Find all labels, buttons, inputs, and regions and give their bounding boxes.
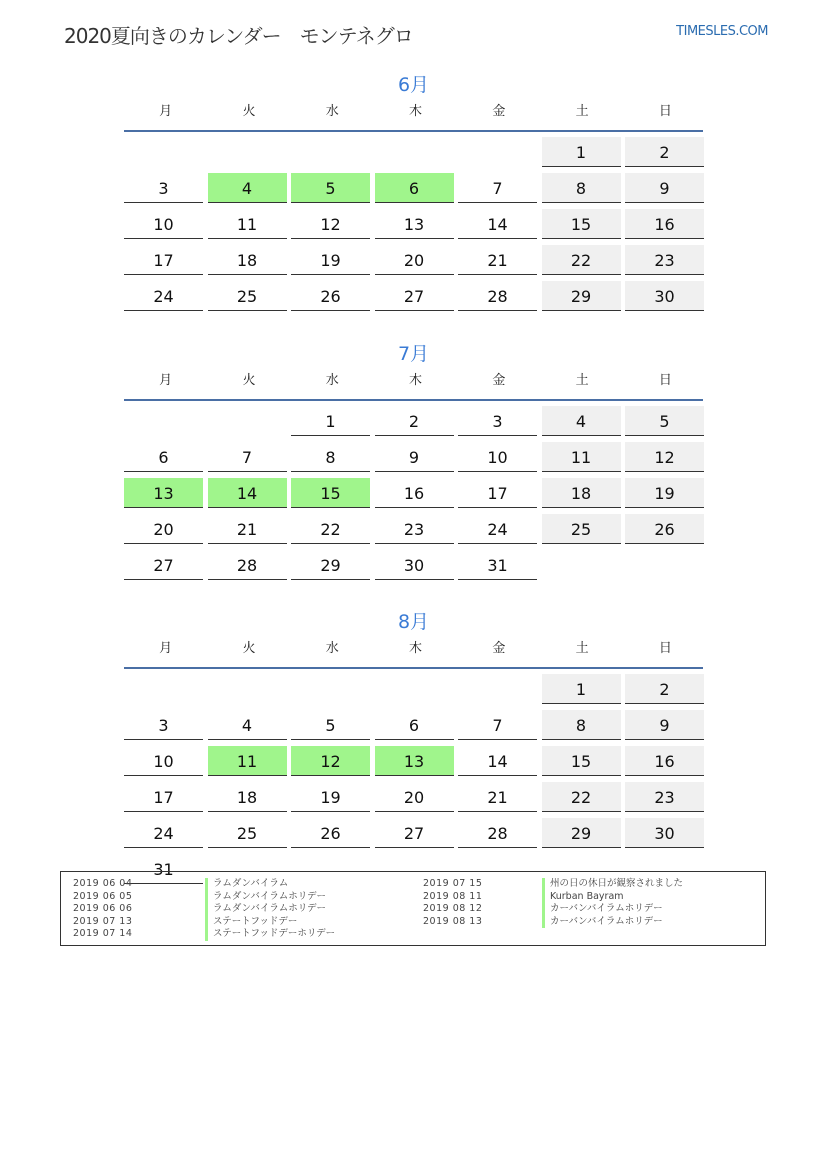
month-title: 8月	[397, 611, 430, 633]
weekday-label: 金	[492, 373, 506, 388]
weekday-label: 日	[658, 373, 672, 388]
holiday-date: 2019 08 12	[423, 903, 483, 914]
day-cell: 6	[375, 710, 454, 740]
weekday-header	[124, 100, 703, 132]
month-june	[124, 70, 703, 306]
month-title: 7月	[397, 343, 430, 365]
day-cell: 21	[458, 245, 537, 275]
day-cell: 8	[542, 710, 621, 740]
weekday-label: 火	[242, 641, 256, 656]
day-cell: 16	[375, 478, 454, 508]
day-cell: 11	[208, 746, 287, 776]
day-cell: 2	[375, 406, 454, 436]
holiday-name: ラムダンバイラムホリデー	[205, 903, 335, 916]
day-cell: 15	[542, 209, 621, 239]
day-cell: 22	[542, 245, 621, 275]
weekday-label: 水	[325, 373, 339, 388]
day-cell: 9	[625, 710, 704, 740]
day-cell: 9	[625, 173, 704, 203]
weekday-label: 木	[409, 373, 423, 388]
holiday-name: Kurban Bayram	[542, 891, 683, 904]
holiday-name: ステートフッドデー	[205, 916, 335, 929]
holiday-list	[60, 871, 766, 946]
day-cell: 15	[291, 478, 370, 508]
day-cell: 20	[124, 514, 203, 544]
holiday-names-col-1	[205, 878, 335, 941]
holiday-name: ステートフッドデーホリデー	[205, 928, 335, 941]
month-august	[124, 607, 703, 879]
day-cell: 11	[542, 442, 621, 472]
weekday-label: 月	[159, 104, 173, 119]
day-cell: 2	[625, 137, 704, 167]
day-cell: 8	[542, 173, 621, 203]
day-cell: 14	[458, 746, 537, 776]
day-cell: 30	[625, 281, 704, 311]
weekday-label: 土	[575, 104, 589, 119]
weekday-label: 土	[575, 641, 589, 656]
holiday-date: 2019 07 13	[73, 915, 133, 927]
day-cell: 22	[291, 514, 370, 544]
weekday-label: 日	[658, 641, 672, 656]
day-cell: 8	[291, 442, 370, 472]
day-cell: 13	[375, 209, 454, 239]
day-cell: 19	[625, 478, 704, 508]
day-cell: 5	[625, 406, 704, 436]
day-cell: 21	[458, 782, 537, 812]
weekday-header	[124, 369, 703, 401]
holiday-date: 2019 08 11	[423, 890, 483, 902]
day-cell: 6	[124, 442, 203, 472]
holiday-name: ラムダンバイラム	[205, 878, 335, 891]
holiday-names-col-2	[542, 878, 683, 928]
day-cell: 26	[625, 514, 704, 544]
day-cell: 28	[208, 550, 287, 580]
day-cell: 19	[291, 782, 370, 812]
holiday-name: 州の日の休日が観察されました	[542, 878, 683, 891]
weekday-label: 水	[325, 641, 339, 656]
day-cell: 28	[458, 818, 537, 848]
day-cell: 16	[625, 209, 704, 239]
day-cell: 9	[375, 442, 454, 472]
day-cell: 17	[124, 782, 203, 812]
day-cell: 14	[208, 478, 287, 508]
day-cell: 26	[291, 281, 370, 311]
day-cell: 3	[458, 406, 537, 436]
weekday-label: 土	[575, 373, 589, 388]
day-cell: 21	[208, 514, 287, 544]
day-cell: 1	[542, 674, 621, 704]
day-cell: 31	[458, 550, 537, 580]
day-cell: 3	[124, 710, 203, 740]
day-cell: 10	[124, 746, 203, 776]
day-cell: 20	[375, 782, 454, 812]
day-cell: 18	[542, 478, 621, 508]
day-cell: 24	[124, 281, 203, 311]
day-cell: 16	[625, 746, 704, 776]
holiday-dates-col-1	[73, 878, 132, 941]
day-cell: 30	[375, 550, 454, 580]
day-cell: 28	[458, 281, 537, 311]
day-cell: 23	[375, 514, 454, 544]
day-cell: 7	[458, 173, 537, 203]
day-cell: 31	[124, 854, 203, 884]
holiday-date: 2019 06 05	[73, 890, 133, 902]
day-cell: 23	[625, 782, 704, 812]
weekday-label: 金	[492, 641, 506, 656]
day-cell: 12	[625, 442, 704, 472]
day-cell: 17	[458, 478, 537, 508]
month-july	[124, 339, 703, 575]
holiday-date: 2019 08 13	[423, 915, 483, 927]
holiday-name: ラムダンバイラムホリデー	[205, 891, 335, 904]
day-cell: 13	[375, 746, 454, 776]
site-name[interactable]: TIMESLES.COM	[676, 24, 768, 39]
day-cell: 15	[542, 746, 621, 776]
weekday-label: 火	[242, 104, 256, 119]
day-cell: 25	[208, 281, 287, 311]
day-cell: 13	[124, 478, 203, 508]
page-title: 2020夏向きのカレンダー モンテネグロ	[64, 24, 413, 48]
day-cell: 25	[208, 818, 287, 848]
day-cell: 27	[124, 550, 203, 580]
day-cell: 5	[291, 710, 370, 740]
day-cell: 22	[542, 782, 621, 812]
holiday-name: カーバンバイラムホリデー	[542, 903, 683, 916]
day-cell: 29	[542, 818, 621, 848]
day-cell: 27	[375, 818, 454, 848]
holiday-name: カーバンバイラムホリデー	[542, 916, 683, 929]
day-cell: 1	[291, 406, 370, 436]
day-cell: 23	[625, 245, 704, 275]
weekday-label: 金	[492, 104, 506, 119]
day-cell: 18	[208, 782, 287, 812]
day-cell: 29	[291, 550, 370, 580]
day-cell: 14	[458, 209, 537, 239]
day-cell: 24	[458, 514, 537, 544]
weekday-label: 木	[409, 641, 423, 656]
day-cell: 2	[625, 674, 704, 704]
day-cell: 27	[375, 281, 454, 311]
holiday-date: 2019 06 04	[73, 878, 133, 889]
day-cell: 4	[208, 173, 287, 203]
weekday-label: 月	[159, 373, 173, 388]
day-cell: 25	[542, 514, 621, 544]
day-cell: 7	[208, 442, 287, 472]
weekday-header	[124, 637, 703, 669]
day-cell: 1	[542, 137, 621, 167]
day-cell: 19	[291, 245, 370, 275]
day-cell: 12	[291, 746, 370, 776]
day-cell: 5	[291, 173, 370, 203]
weekday-label: 日	[658, 104, 672, 119]
day-cell: 26	[291, 818, 370, 848]
weekday-label: 火	[242, 373, 256, 388]
day-cell: 20	[375, 245, 454, 275]
day-cell: 17	[124, 245, 203, 275]
day-cell: 29	[542, 281, 621, 311]
day-cell: 4	[208, 710, 287, 740]
day-cell: 6	[375, 173, 454, 203]
day-cell: 10	[124, 209, 203, 239]
holiday-date: 2019 06 06	[73, 903, 133, 914]
weekday-label: 水	[325, 104, 339, 119]
day-cell: 30	[625, 818, 704, 848]
day-cell: 7	[458, 710, 537, 740]
day-cell: 10	[458, 442, 537, 472]
day-cell: 18	[208, 245, 287, 275]
day-cell: 11	[208, 209, 287, 239]
holiday-dates-col-2	[423, 878, 482, 928]
weekday-label: 木	[409, 104, 423, 119]
month-title: 6月	[397, 74, 430, 96]
day-cell: 4	[542, 406, 621, 436]
day-cell: 12	[291, 209, 370, 239]
day-cell: 3	[124, 173, 203, 203]
weekday-label: 月	[159, 641, 173, 656]
holiday-date: 2019 07 15	[423, 878, 483, 889]
holiday-date: 2019 07 14	[73, 928, 133, 939]
day-cell: 24	[124, 818, 203, 848]
